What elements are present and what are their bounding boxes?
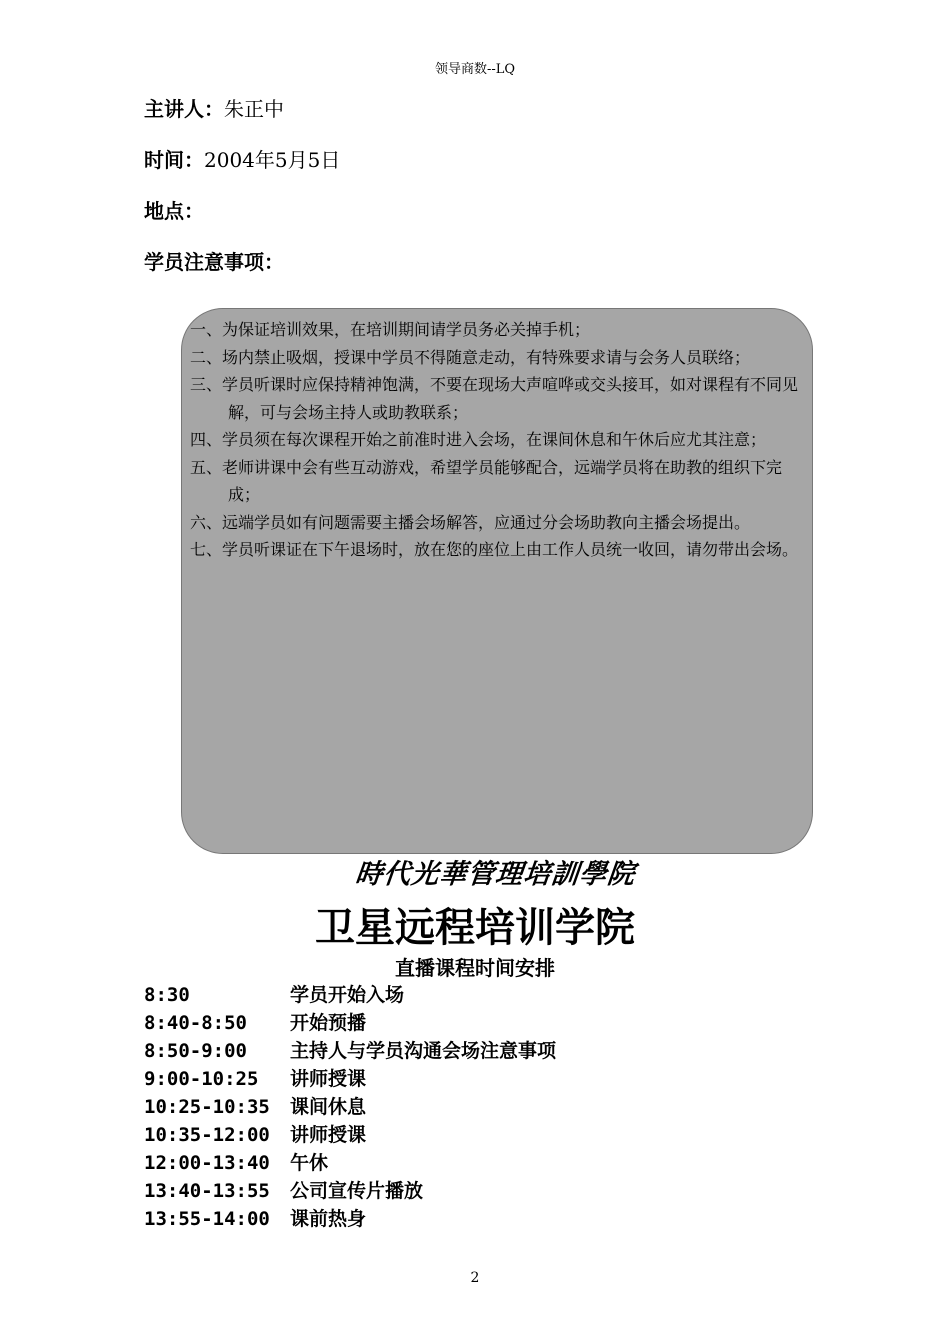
schedule-time: 12:00-13:40 [144, 1152, 270, 1174]
notice-item: 四、学员须在每次课程开始之前准时进入会场，在课间休息和午休后应尤其注意； [190, 430, 767, 449]
notes-label: 学员注意事项： [144, 250, 284, 274]
schedule-time: 13:40-13:55 [144, 1180, 270, 1202]
schedule-row [144, 1149, 556, 1177]
schedule-event: 午休 [290, 1152, 329, 1174]
schedule-event: 课前热身 [290, 1208, 367, 1230]
schedule-time: 13:55-14:00 [144, 1208, 270, 1230]
time-line [144, 144, 340, 173]
notice-item: 三、学员听课时应保持精神饱满，不要在现场大声喧哗或交头接耳，如对课程有不同见解，可与会场主持人或助教联系； [190, 375, 799, 422]
notice-list [190, 316, 804, 564]
page-number: 2 [470, 1270, 480, 1286]
schedule-time: 10:25-10:35 [144, 1096, 270, 1118]
schedule-time: 8:50-9:00 [144, 1040, 247, 1062]
notice-item: 六、远端学员如有问题需要主播会场解答，应通过分会场助教向主播会场提出。 [190, 512, 751, 532]
notice-item: 一、为保证培训效果，在培训期间请学员务必关掉手机； [190, 320, 591, 339]
schedule-row [144, 1121, 556, 1149]
page-header: 领导商数--LQ [434, 62, 516, 77]
schedule-row [144, 1037, 556, 1065]
notice-item: 七、学员听课证在下午退场时，放在您的座位上由工作人员统一收回，请勿带出会场。 [190, 540, 799, 559]
schedule-event: 讲师授课 [290, 1068, 367, 1090]
notice-item: 五、老师讲课中会有些互动游戏，希望学员能够配合，远端学员将在助教的组织下完成； [190, 457, 783, 504]
notice-box [181, 308, 813, 854]
schedule-row [144, 981, 556, 1009]
schedule-row [144, 1093, 556, 1121]
schedule-event: 讲师授课 [290, 1124, 367, 1146]
place-line [144, 195, 204, 224]
schedule-row [144, 1177, 556, 1205]
schedule-time: 9:00-10:25 [144, 1068, 259, 1090]
schedule-time: 10:35-12:00 [144, 1124, 270, 1146]
schedule-row [144, 1065, 556, 1093]
schedule-row [144, 1205, 556, 1233]
schedule-time: 8:40-8:50 [144, 1012, 247, 1034]
time-label: 时间： [144, 148, 204, 172]
main-title: 卫星远程培训学院 [315, 904, 635, 951]
schedule-event: 公司宣传片播放 [290, 1180, 424, 1202]
schedule-time: 8:30 [144, 984, 190, 1006]
schedule-event: 主持人与学员沟通会场注意事项 [290, 1040, 557, 1062]
schedule-list [144, 981, 556, 1233]
schedule-row [144, 1009, 556, 1037]
speaker-line [144, 93, 284, 122]
schedule-title: 直播课程时间安排 [395, 956, 555, 980]
speaker-value: 朱正中 [224, 97, 284, 121]
time-value: 2004年5月5日 [204, 148, 341, 172]
calligraphy-logo: 時代光華管理培訓學院 [353, 859, 638, 890]
notes-heading [144, 246, 284, 275]
notice-item: 二、场内禁止吸烟，授课中学员不得随意走动，有特殊要求请与会务人员联络； [190, 347, 751, 367]
speaker-label: 主讲人： [144, 97, 224, 121]
place-label: 地点： [144, 199, 204, 223]
schedule-event: 学员开始入场 [290, 984, 405, 1006]
schedule-event: 开始预播 [290, 1012, 367, 1034]
schedule-event: 课间休息 [290, 1096, 367, 1118]
